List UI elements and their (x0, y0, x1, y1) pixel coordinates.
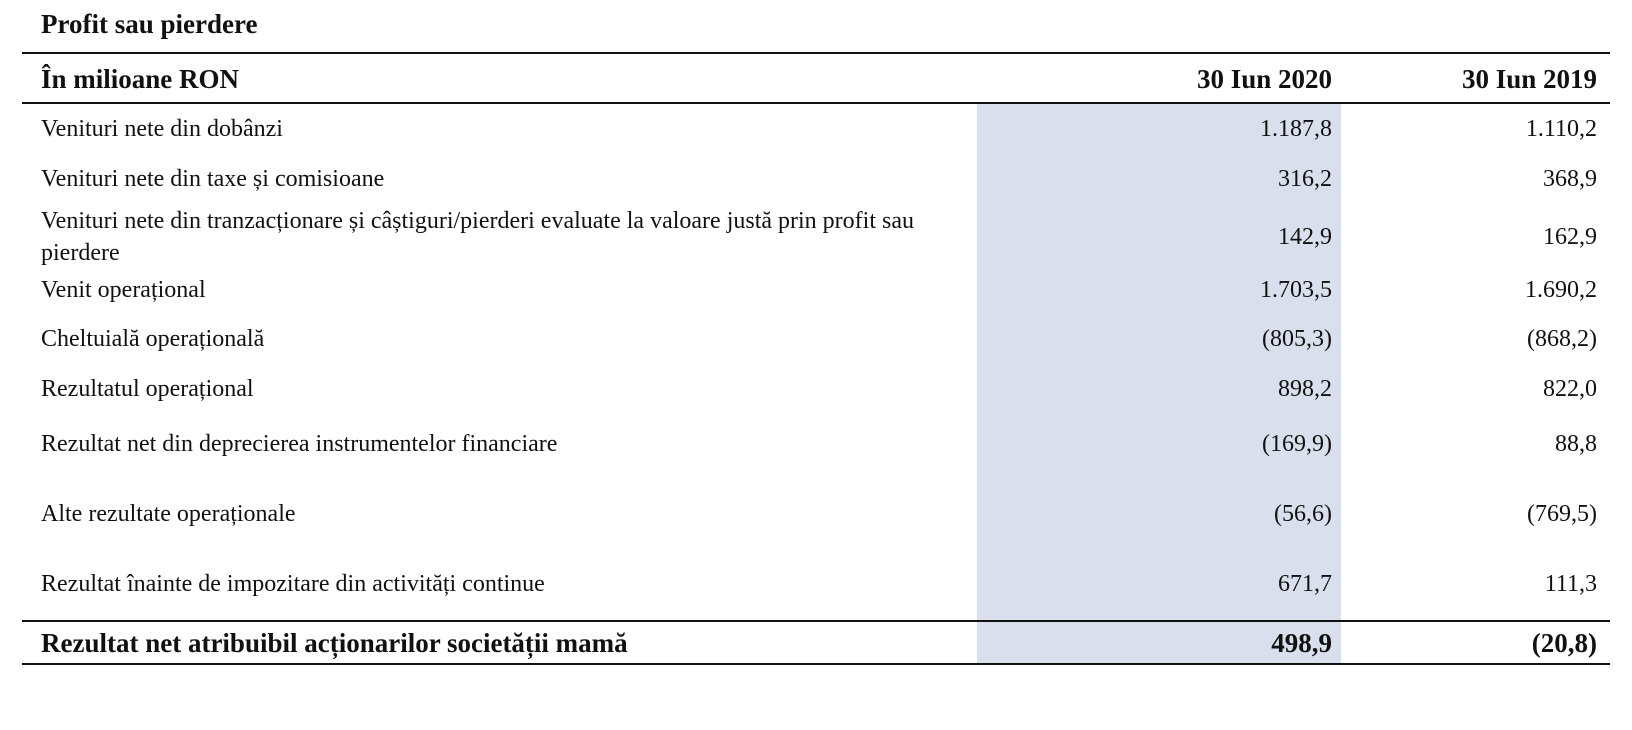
value-2019: 1.110,2 (1525, 115, 1597, 142)
row-label: Cheltuială operațională (41, 326, 265, 352)
value-2020: 671,7 (1278, 570, 1332, 597)
value-2019: (868,2) (1527, 325, 1597, 352)
row-label: Rezultat înainte de impozitare din activități continue (41, 571, 545, 597)
table-row (22, 270, 1610, 310)
table-row (22, 104, 1610, 154)
total-value-2020: 498,9 (1271, 627, 1332, 658)
row-label: Rezultatul operațional (41, 376, 254, 402)
row-label: Alte rezultate operaționale (41, 501, 296, 527)
section-title: Profit sau pierdere (41, 9, 258, 39)
table-row (22, 204, 1610, 270)
value-2019: 822,0 (1543, 375, 1597, 402)
header-col-2020: 30 Iun 2020 (1196, 63, 1332, 94)
row-label: Rezultat net din deprecierea instrumentelor financiare (41, 431, 558, 457)
header-unit: În milioane RON (41, 63, 240, 94)
table-row (22, 314, 1610, 364)
table-row (22, 364, 1610, 414)
value-2020: (805,3) (1262, 325, 1332, 352)
value-2019: 368,9 (1543, 165, 1597, 192)
total-label: Rezultat net atribuibil acționarilor societății mamă (41, 628, 628, 658)
table-row (22, 554, 1610, 614)
top-rule (22, 52, 1610, 54)
table-row (22, 154, 1610, 204)
value-2020: 1.187,8 (1260, 115, 1332, 142)
value-2020: 1.703,5 (1260, 276, 1332, 303)
value-2019: 162,9 (1543, 223, 1597, 250)
value-2019: 1.690,2 (1525, 276, 1597, 303)
value-2020: (56,6) (1274, 500, 1332, 527)
bottom-rule (22, 663, 1610, 665)
value-2019: 111,3 (1544, 570, 1597, 597)
header-col-2019: 30 Iun 2019 (1461, 63, 1597, 94)
value-2020: (169,9) (1262, 430, 1332, 457)
value-2020: 898,2 (1278, 375, 1332, 402)
value-2019: 88,8 (1555, 430, 1597, 457)
row-label: Venituri nete din dobânzi (41, 116, 283, 142)
total-value-2019: (20,8) (1531, 627, 1597, 658)
row-label: Venituri nete din tranzacționare și câștiguri/pierderi evaluate la valoare justă prin profit sau pierdere (41, 208, 914, 266)
value-2020: 316,2 (1278, 165, 1332, 192)
value-2020: 142,9 (1278, 223, 1332, 250)
value-2019: (769,5) (1527, 500, 1597, 527)
table-row (22, 414, 1610, 474)
table-row (22, 484, 1610, 544)
total-row (22, 622, 1610, 664)
row-label: Venituri nete din taxe și comisioane (41, 166, 385, 192)
row-label: Venit operațional (41, 277, 206, 303)
